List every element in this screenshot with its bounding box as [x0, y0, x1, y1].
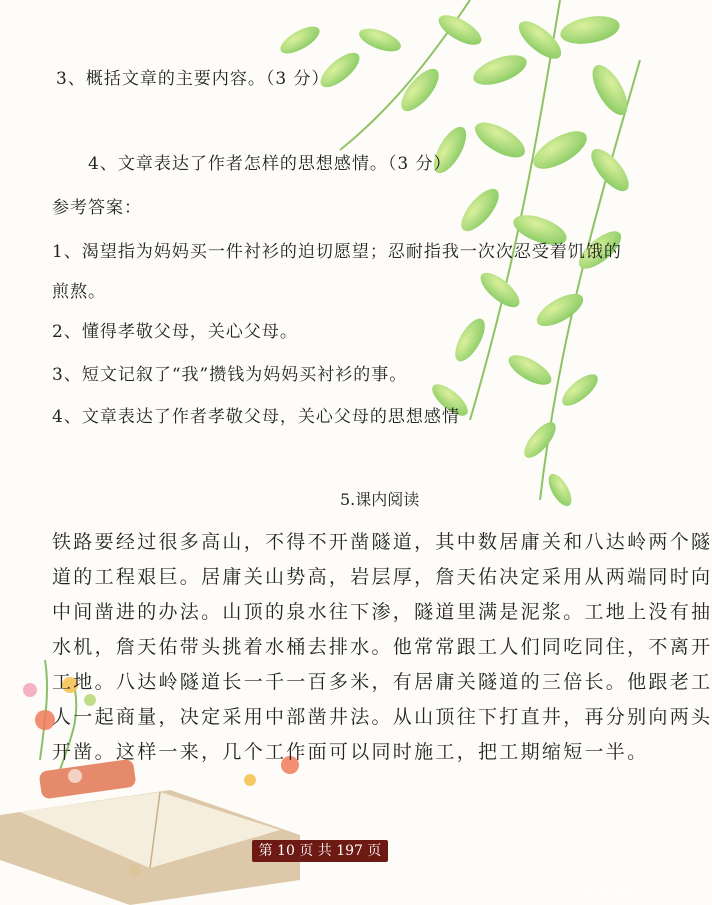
- answer-heading: 参考答案：: [52, 198, 142, 218]
- passage-line: 人一起商量，决定采用中部凿井法。从山顶往下打直井，再分别向两头: [52, 706, 712, 728]
- answer-line: 2、懂得孝敬父母，关心父母。: [52, 322, 298, 342]
- passage-line: 水机，詹天佑带头挑着水桶去排水。他常常跟工人们同吃同住，不离开: [52, 636, 712, 658]
- question-4: 4、文章表达了作者怎样的思想感情。（3 分）: [88, 154, 452, 174]
- answer-line: 煎熬。: [52, 282, 106, 302]
- reading-passage: [52, 525, 712, 770]
- passage-line: 工地。八达岭隧道长一千一百多米，有居庸关隧道的三倍长。他跟老工: [52, 671, 712, 693]
- passage-line: 开凿。这样一来，几个工作面可以同时施工，把工期缩短一半。: [52, 741, 649, 763]
- page-number-footer: 第 10 页 共 197 页: [252, 840, 388, 862]
- passage-line: 铁路要经过很多高山，不得不开凿隧道，其中数居庸关和八达岭两个隧: [52, 531, 712, 553]
- passage-line: 道的工程艰巨。居庸关山势高，岩层厚，詹天佑决定采用从两端同时向: [52, 566, 712, 588]
- question-3: 3、概括文章的主要内容。（3 分）: [56, 69, 330, 89]
- answer-line: 1、渴望指为妈妈买一件衬衫的迫切愿望；忍耐指我一次次忍受着饥饿的: [52, 242, 622, 262]
- answer-line: 3、短文记叙了“我”攒钱为妈妈买衬衫的事。: [52, 365, 408, 385]
- section-title: 5.课内阅读: [340, 490, 420, 509]
- passage-line: 中间凿进的办法。山顶的泉水往下渗，隧道里满是泥浆。工地上没有抽: [52, 601, 712, 623]
- answer-line: 4、文章表达了作者孝敬父母，关心父母的思想感情: [52, 407, 460, 427]
- watermark: 头条 @ 老师: [570, 885, 632, 898]
